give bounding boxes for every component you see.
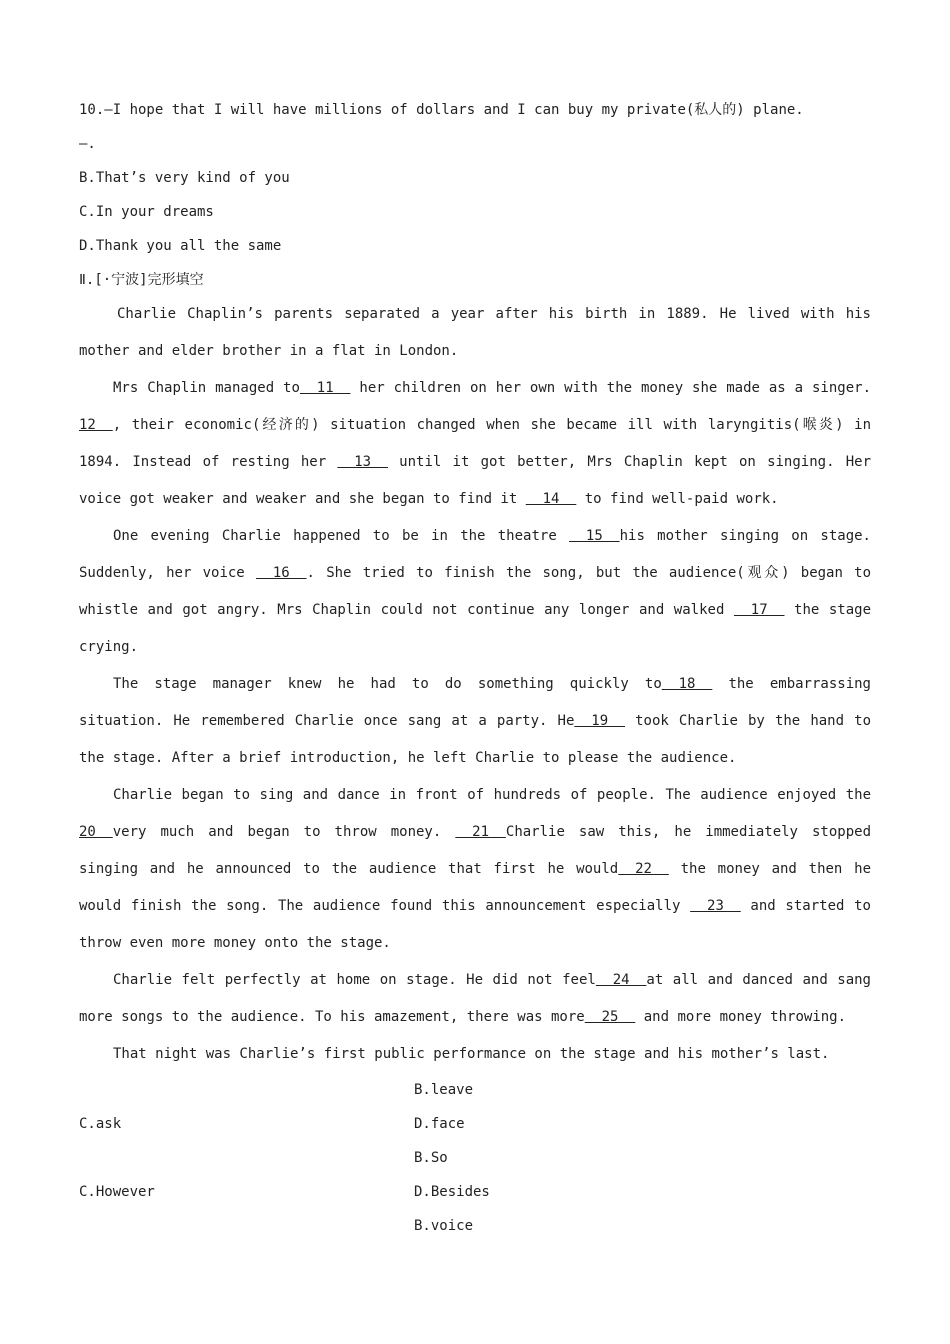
blank-13[interactable]: 13 bbox=[337, 454, 388, 470]
options-row-3 bbox=[79, 1141, 871, 1175]
question-10-option-d: D.Thank you all the same bbox=[79, 238, 282, 254]
blank-17[interactable]: 17 bbox=[733, 602, 785, 618]
cloze-passage bbox=[79, 296, 871, 1073]
question-10-stem: 10.—I hope that I will have millions of dollars and I can buy my private(私人的) plane. bbox=[79, 102, 804, 118]
passage-paragraph-2: Mrs Chaplin managed to 11 her children on her own with the money she made as a singer. 12 , their economic(经济的) situation changed when she became ill with laryngitis(喉炎) in 1894. Instead of resting her 13 until it got better, Mrs Chaplin kept on singing. Her voice got weaker and weaker and she began to find it 14 to find well-paid work. bbox=[79, 370, 871, 518]
option-c-ask[interactable]: C.ask bbox=[79, 1116, 122, 1132]
blank-19[interactable]: 19 bbox=[574, 713, 625, 729]
passage-paragraph-7: That night was Charlie’s first public performance on the stage and his mother’s last. bbox=[113, 1046, 830, 1062]
passage-paragraph-5: Charlie began to sing and dance in front of hundreds of people. The audience enjoyed the 20 very much and began to throw money. 21 Charlie saw this, he immediately stopped singing and he announced to the audience that first he would 22 the money and then he would finish the song. The audience found this announcement especially 23 and started to throw even more money onto the stage. bbox=[79, 787, 872, 951]
blank-15[interactable]: 15 bbox=[569, 528, 620, 544]
blank-11[interactable]: 11 bbox=[299, 380, 351, 396]
question-10-reply: —. bbox=[79, 136, 96, 152]
exam-page bbox=[79, 100, 871, 1243]
option-b-so[interactable]: B.So bbox=[414, 1150, 448, 1166]
blank-24[interactable]: 24 bbox=[595, 972, 647, 988]
option-d-face[interactable]: D.face bbox=[414, 1116, 465, 1132]
answer-options bbox=[79, 1073, 871, 1243]
options-row-4 bbox=[79, 1175, 871, 1209]
blank-12[interactable]: 12 bbox=[79, 417, 113, 433]
blank-22[interactable]: 22 bbox=[618, 861, 669, 877]
option-d-besides[interactable]: D.Besides bbox=[414, 1184, 490, 1200]
options-row-2 bbox=[79, 1107, 871, 1141]
blank-18[interactable]: 18 bbox=[661, 676, 713, 692]
question-10-option-b: B.That’s very kind of you bbox=[79, 170, 290, 186]
question-10-option-c: C.In your dreams bbox=[79, 204, 214, 220]
passage-paragraph-1: Charlie Chaplin’s parents separated a year after his birth in 1889. He lived with his mother and elder brother in a flat in London. bbox=[79, 306, 871, 359]
section-heading: Ⅱ.[·宁波]完形填空 bbox=[79, 272, 204, 288]
blank-20[interactable]: 20 bbox=[79, 824, 113, 840]
blank-14[interactable]: 14 bbox=[525, 491, 577, 507]
passage-paragraph-6: Charlie felt perfectly at home on stage. He did not feel 24 at all and danced and sang more songs to the audience. To his amazement, there was more 25 and more money throwing. bbox=[79, 962, 871, 1036]
passage-paragraph-4: The stage manager knew he had to do something quickly to 18 the embarrassing situation. He remembered Charlie once sang at a party. He 19 took Charlie by the hand to the stage. After a brief introduction, he left Charlie to please the audience. bbox=[79, 666, 871, 777]
blank-23[interactable]: 23 bbox=[690, 898, 741, 914]
option-b-voice[interactable]: B.voice bbox=[414, 1218, 474, 1234]
passage-paragraph-3: One evening Charlie happened to be in the theatre 15 his mother singing on stage. Suddenly, her voice 16 . She tried to finish the song, but the audience(观众) began to whistle and got angry. Mrs Chaplin could not continue any longer and walked 17 the stage crying. bbox=[79, 518, 871, 666]
blank-25[interactable]: 25 bbox=[584, 1009, 636, 1025]
blank-21[interactable]: 21 bbox=[455, 824, 506, 840]
option-b-leave[interactable]: B.leave bbox=[414, 1082, 474, 1098]
options-row-5 bbox=[79, 1209, 871, 1243]
option-c-however[interactable]: C.However bbox=[79, 1184, 155, 1200]
options-row-1 bbox=[79, 1073, 871, 1107]
blank-16[interactable]: 16 bbox=[255, 565, 307, 581]
